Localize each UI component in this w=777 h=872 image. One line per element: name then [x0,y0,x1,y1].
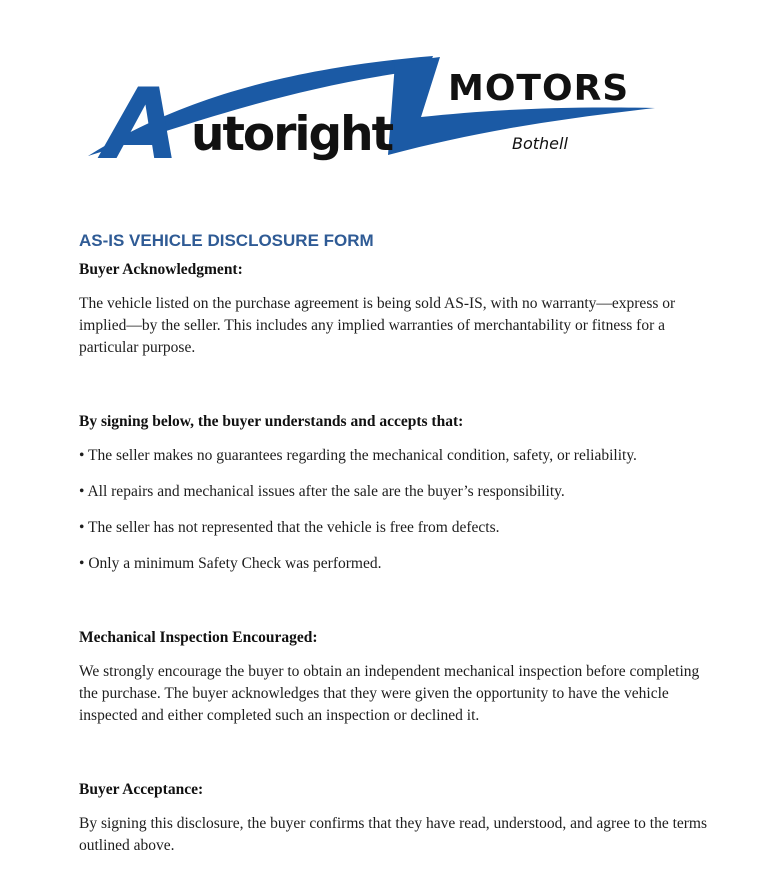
dealership-logo [88,53,663,168]
section-heading-buyer-acknowledgment: Buyer Acknowledgment: [79,261,243,278]
bullet-icon: • [79,519,85,536]
list-item-text: The seller makes no guarantees regarding the mechanical condition, safety, or reliability. [88,447,637,464]
bullet-icon: • [79,483,85,500]
list-item-text: The seller has not represented that the vehicle is free from defects. [88,519,500,536]
list-item [79,517,711,539]
logo-brand-text: utoright [191,107,393,162]
logo-letter-a: A [104,68,180,168]
page-title: AS-IS VEHICLE DISCLOSURE FORM [79,231,374,250]
logo-motors-text: MOTORS [448,68,630,109]
section-heading-mechanical-inspection: Mechanical Inspection Encouraged: [79,629,318,646]
bullet-icon: • [79,555,85,572]
paragraph-buyer-acknowledgment: The vehicle listed on the purchase agreement is being sold AS-IS, with no warranty—express or implied—by the seller. This includes any implied warranties of merchantability or fitness for a particular purpose. [79,295,676,356]
logo-graphic [88,53,663,168]
logo-location-text: Bothell [512,134,568,153]
list-item [79,445,711,467]
list-item-text: All repairs and mechanical issues after the sale are the buyer’s responsibility. [87,483,565,500]
document-content [79,231,711,871]
paragraph-buyer-acceptance: By signing this disclosure, the buyer confirms that they have read, understood, and agree to the terms outlined above. [79,815,708,854]
section-heading-buyer-acceptance: Buyer Acceptance: [79,781,204,798]
list-item [79,553,711,575]
paragraph-mechanical-inspection: We strongly encourage the buyer to obtain an independent mechanical inspection before completing the purchase. The buyer acknowledges that they were given the opportunity to have the vehicle inspected and either completed such an inspection or declined it. [79,663,700,724]
list-item-text: Only a minimum Safety Check was performed. [88,555,382,572]
list-item [79,481,711,503]
bullet-icon: • [79,447,85,464]
section-heading-by-signing-below: By signing below, the buyer understands and accepts that: [79,413,464,430]
